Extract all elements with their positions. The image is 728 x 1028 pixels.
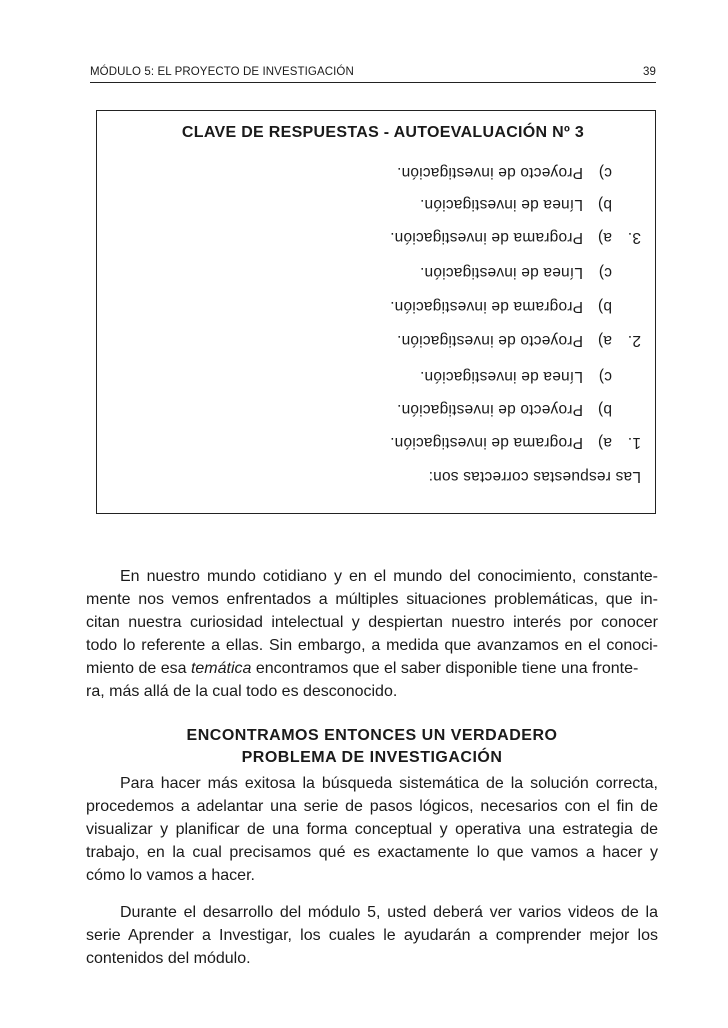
header-rule [90,82,656,83]
paragraph-everyday-world: En nuestro mundo cotidiano y en el mundo del conocimiento, constante- mente nos vemos enfrentados a múltiples situaciones problemáticas, que in- citan nuestra curiosidad intelectual y despiertan nuestro interés por conocer todo lo referente a ellas. Sin embargo, a medida que avanzamos en el conoci- miento de esa temática encontramos que el saber disponible tiene una fronte- ra, más allá de la cual todo es desconocido. [86,568,658,700]
running-header-title: MÓDULO 5: EL PROYECTO DE INVESTIGACIÓN [90,66,354,78]
page-number: 39 [643,66,656,78]
paragraph-line-with-emphasis: miento de esa temática encontramos que el saber disponible tiene una fronte- [86,660,639,677]
answer-key-title: CLAVE DE RESPUESTAS - AUTOEVALUACIÓN Nº 3 [181,124,585,141]
paragraph-systematic-search: Para hacer más exitosa la búsqueda sistemática de la solución correcta, procedemos a adelantar una serie de pasos lógicos, necesarios con el fin de visualizar y planificar de una forma conceptual y operativa una estrategia de trabajo, en la cual precisamos qué es exactamente lo que vamos a hacer y cómo lo vamos a hacer. [86,775,658,884]
section-heading: ENCONTRAMOS ENTONCES UN VERDADERO PROBLEMA DE INVESTIGACIÓN [186,727,558,766]
emphasized-word: temática [190,660,252,677]
answer-key-box [96,110,656,514]
paragraph-module-videos: Durante el desarrollo del módulo 5, usted deberá ver varios videos de la serie Aprender a Investigar, los cuales le ayudarán a comprender mejor los contenidos del módulo. [86,904,658,967]
running-header [90,62,656,82]
upside-down-answers: Las respuestas correctas son: 1. a) Programa de investigación. b) Proyecto de investigación. c) Línea de investigación. 2. a) Proyecto de investigación. b) Programa de investigación. c) Línea de investigación. 3. a) Programa de investigación. b) Línea de investigación. c) Proyecto de investigación. [389,164,641,485]
